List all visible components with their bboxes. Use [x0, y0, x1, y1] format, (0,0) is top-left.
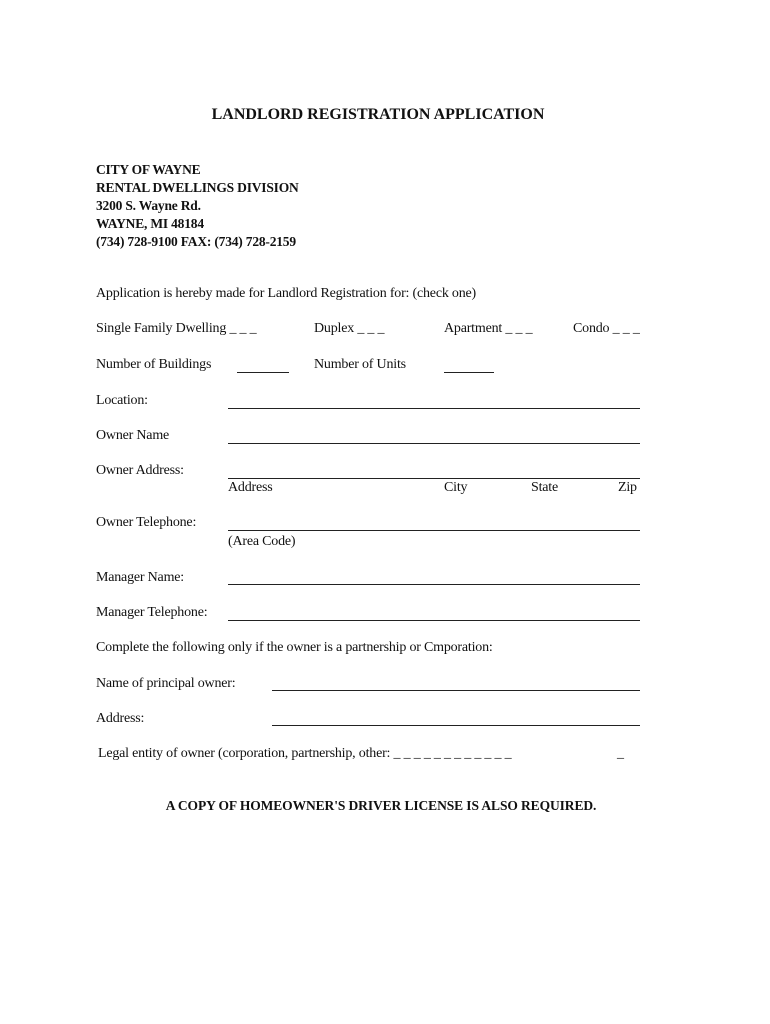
- office-phones: (734) 728-9100 FAX: (734) 728-2159: [96, 234, 296, 249]
- owner-name-label: Owner Name: [96, 428, 170, 443]
- units-field[interactable]: [444, 372, 494, 373]
- office-city-state: WAYNE, MI 48184: [96, 216, 204, 231]
- manager-phone-field[interactable]: [228, 620, 640, 621]
- owner-phone-label: Owner Telephone:: [96, 515, 197, 530]
- city-sublabel: City: [444, 480, 468, 495]
- manager-phone-label: Manager Telephone:: [96, 605, 208, 620]
- location-field[interactable]: [228, 408, 640, 409]
- owner-address-label: Owner Address:: [96, 463, 184, 478]
- owner-address-field[interactable]: [228, 478, 640, 479]
- manager-name-field[interactable]: [228, 584, 640, 585]
- zip-sublabel: Zip: [618, 480, 637, 495]
- page-title: LANDLORD REGISTRATION APPLICATION: [211, 106, 545, 123]
- intro-text: Application is hereby made for Landlord Registration for: (check one): [96, 286, 477, 301]
- location-label: Location:: [96, 393, 148, 408]
- state-sublabel: State: [531, 480, 558, 495]
- legal-entity-label[interactable]: Legal entity of owner (corporation, partnership, other: _ _ _ _ _ _ _ _ _ _ _ _: [98, 746, 512, 761]
- principal-owner-field[interactable]: [272, 690, 640, 691]
- office-division: RENTAL DWELLINGS DIVISION: [96, 180, 299, 195]
- partner-address-label: Address:: [96, 711, 145, 726]
- address-sublabel: Address: [228, 480, 273, 495]
- partner-address-field[interactable]: [272, 725, 640, 726]
- buildings-field[interactable]: [237, 372, 289, 373]
- manager-name-label: Manager Name:: [96, 570, 184, 585]
- office-name: CITY OF WAYNE: [96, 162, 201, 177]
- legal-entity-tail: _: [617, 746, 624, 761]
- partnership-note: Complete the following only if the owner is a partnership or Cmporation:: [96, 640, 493, 655]
- area-code-sublabel: (Area Code): [228, 534, 296, 549]
- owner-phone-field[interactable]: [228, 530, 640, 531]
- option-duplex[interactable]: Duplex _ _ _: [314, 321, 385, 336]
- principal-owner-label: Name of principal owner:: [96, 676, 236, 691]
- office-street: 3200 S. Wayne Rd.: [96, 198, 201, 213]
- option-apartment[interactable]: Apartment _ _ _: [444, 321, 533, 336]
- license-requirement-note: A COPY OF HOMEOWNER'S DRIVER LICENSE IS ALSO REQUIRED.: [165, 798, 597, 813]
- option-single-family[interactable]: Single Family Dwelling _ _ _: [96, 321, 257, 336]
- option-condo[interactable]: Condo _ _ _: [573, 321, 640, 336]
- owner-name-field[interactable]: [228, 443, 640, 444]
- buildings-label: Number of Buildings: [96, 357, 212, 372]
- units-label: Number of Units: [314, 357, 406, 372]
